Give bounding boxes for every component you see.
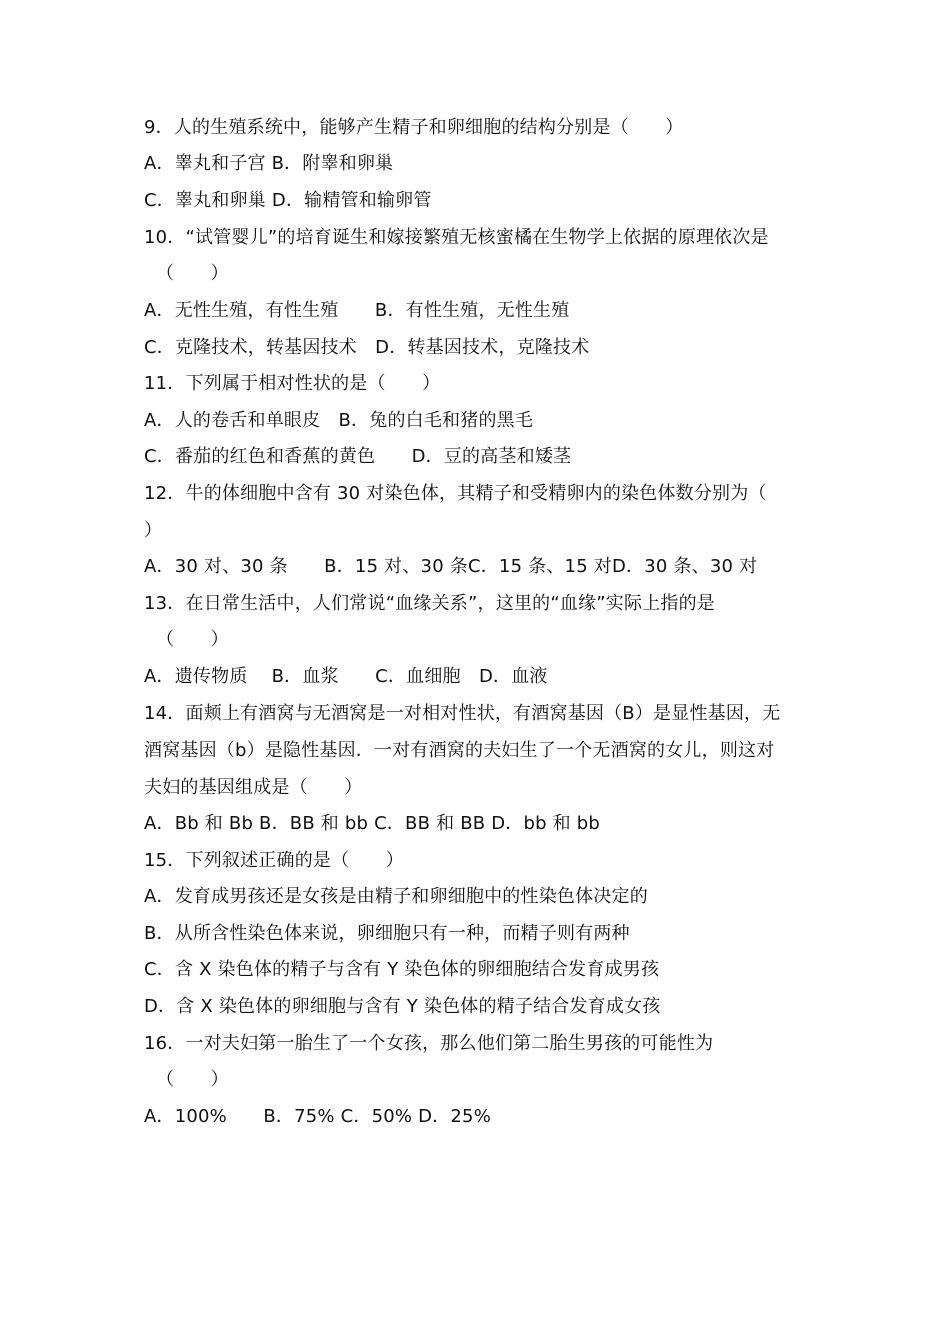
question-10-options-cd: C．克隆技术，转基因技术 D．转基因技术，克隆技术 (144, 337, 590, 358)
question-14-stem: 14．面颊上有酒窝与无酒窝是一对相对性状，有酒窝基因（B）是显性基因，无 (144, 703, 781, 724)
question-16-stem: 16．一对夫妇第一胎生了一个女孩，那么他们第二胎生男孩的可能性为 (144, 1033, 714, 1054)
question-15-option-c: C．含 X 染色体的精子与含有 Y 染色体的卵细胞结合发育成男孩 (144, 959, 660, 980)
question-12-options: A．30 对、30 条 B．15 对、30 条C．15 条、15 对D．30 条、30 对 (144, 556, 758, 577)
question-14-stem-cont-2: 夫妇的基因组成是（ ） (144, 777, 363, 798)
question-14-options: A．Bb 和 Bb B．BB 和 bb C．BB 和 BB D．bb 和 bb (144, 813, 601, 834)
question-11-options-cd: C．番茄的红色和香蕉的黄色 D．豆的高茎和矮茎 (144, 446, 572, 467)
question-15-stem: 15．下列叙述正确的是（ ） (144, 850, 404, 871)
question-9-stem: 9．人的生殖系统中，能够产生精子和卵细胞的结构分别是（ ） (144, 117, 684, 138)
question-10-options-ab: A．无性生殖，有性生殖 B．有性生殖，无性生殖 (144, 300, 570, 321)
question-14-stem-cont-1: 酒窝基因（b）是隐性基因．一对有酒窝的夫妇生了一个无酒窝的女儿，则这对 (144, 740, 775, 761)
question-13-stem-cont: （ ） (156, 629, 229, 650)
question-16-options: A．100% B．75% C．50% D．25% (144, 1106, 492, 1127)
question-15-option-d: D．含 X 染色体的卵细胞与含有 Y 染色体的精子结合发育成女孩 (144, 996, 661, 1017)
question-9-options-ab: A．睾丸和子宫 B．附睾和卵巢 (144, 153, 394, 174)
question-9-options-cd: C．睾丸和卵巢 D．输精管和输卵管 (144, 190, 432, 211)
question-16-stem-cont: （ ） (156, 1069, 229, 1090)
question-15-option-b: B．从所含性染色体来说，卵细胞只有一种，而精子则有两种 (144, 923, 630, 944)
question-11-stem: 11．下列属于相对性状的是（ ） (144, 373, 441, 394)
question-12-stem: 12．牛的体细胞中含有 30 对染色体，其精子和受精卵内的染色体数分别为（ (144, 483, 767, 504)
question-11-options-ab: A．人的卷舌和单眼皮 B．兔的白毛和猪的黑毛 (144, 410, 534, 431)
question-13-options: A．遗传物质 B．血浆 C．血细胞 D．血液 (144, 666, 548, 687)
question-12-stem-cont: ） (144, 520, 163, 541)
question-13-stem: 13．在日常生活中，人们常说“血缘关系”，这里的“血缘”实际上指的是 (144, 593, 716, 614)
question-10-stem: 10．“试管婴儿”的培育诞生和嫁接繁殖无核蜜橘在生物学上依据的原理依次是 (144, 227, 769, 248)
question-10-stem-cont: （ ） (156, 263, 229, 284)
question-15-option-a: A．发育成男孩还是女孩是由精子和卵细胞中的性染色体决定的 (144, 886, 648, 907)
